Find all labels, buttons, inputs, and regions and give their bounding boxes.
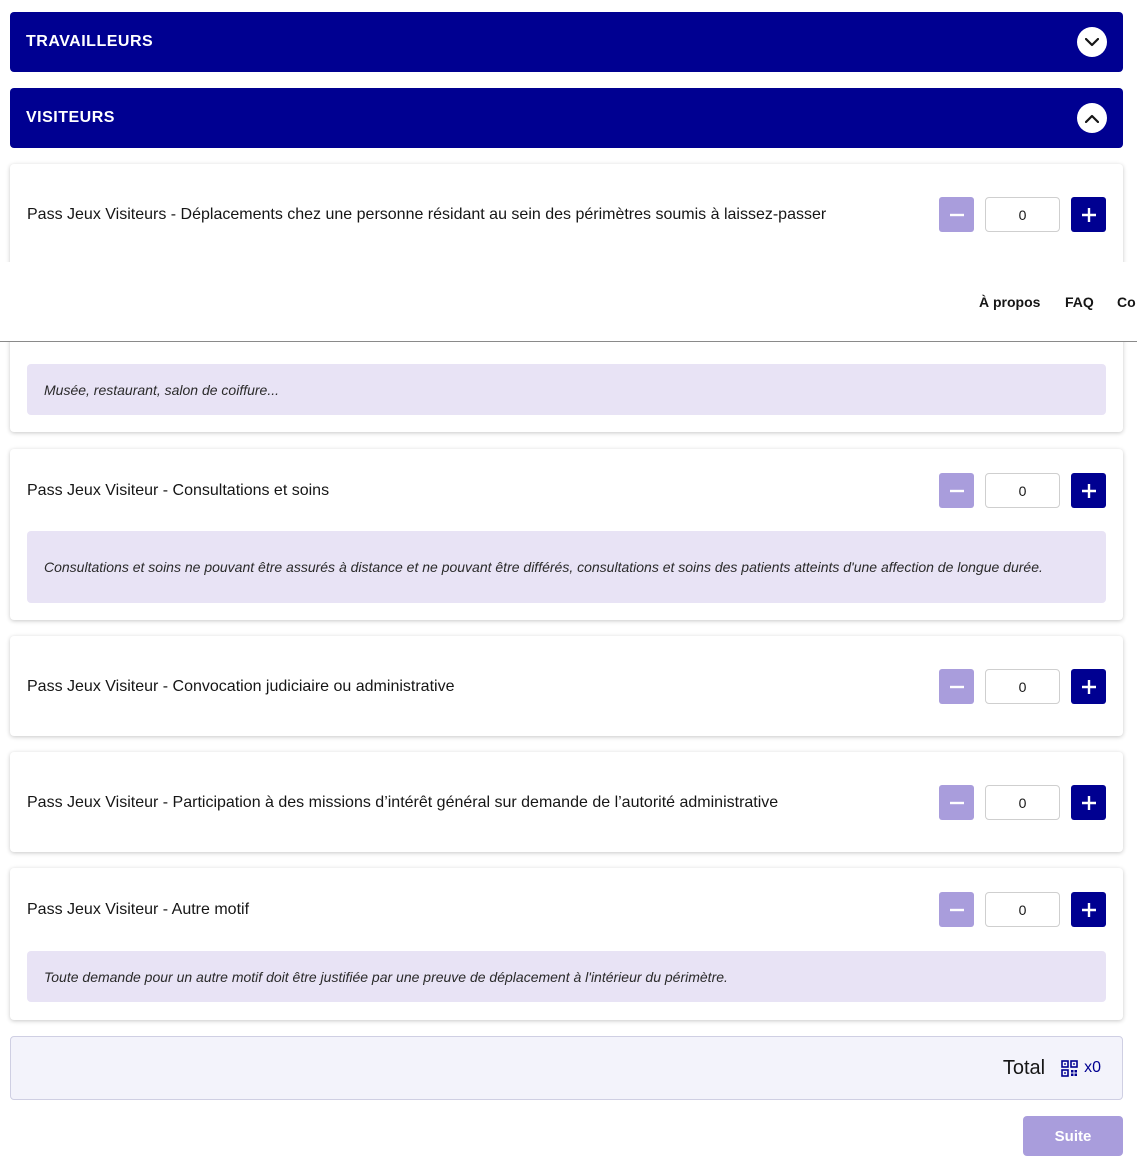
total-count: x0 <box>1084 1059 1101 1076</box>
increment-button[interactable] <box>1071 785 1106 820</box>
accordion-visitors-title: VISITEURS <box>26 109 115 126</box>
plus-icon <box>1080 794 1098 812</box>
minus-icon <box>948 482 966 500</box>
pass-description-text: Toute demande pour un autre motif doit être justifiée par une preuve de déplacement à l'intérieur du périmètre. <box>44 968 728 985</box>
increment-button[interactable] <box>1071 892 1106 927</box>
nav-link-faq[interactable]: FAQ <box>1065 294 1094 310</box>
minus-icon <box>948 206 966 224</box>
accordion-visitors[interactable] <box>10 88 1123 148</box>
pass-label: Pass Jeux Visiteur - Convocation judiciaire ou administrative <box>27 677 455 695</box>
pass-card <box>10 868 1123 1020</box>
nav-link-about[interactable]: À propos <box>979 294 1041 310</box>
pass-description-text: Consultations et soins ne pouvant être assurés à distance et ne pouvant être différés, consultations et soins des patients atteints d'une affection de longue durée. <box>44 559 1043 575</box>
quantity-stepper <box>939 197 1106 232</box>
quantity-stepper <box>939 473 1106 508</box>
pass-card <box>10 752 1123 852</box>
pass-label: Pass Jeux Visiteur - Autre motif <box>27 900 250 918</box>
plus-icon <box>1080 901 1098 919</box>
header-nav <box>0 262 1137 342</box>
nav-link-contact[interactable]: Co <box>1117 294 1136 310</box>
quantity-stepper <box>939 785 1106 820</box>
decrement-button[interactable] <box>939 473 974 508</box>
decrement-button[interactable] <box>939 197 974 232</box>
quantity-input[interactable] <box>985 892 1060 927</box>
pass-label: Pass Jeux Visiteurs - Déplacements chez une personne résidant au sein des périmètres soumis à laissez-passer <box>27 205 827 223</box>
plus-icon <box>1080 482 1098 500</box>
chevron-down-icon[interactable] <box>1077 27 1107 57</box>
submit-button[interactable]: Suite <box>1023 1116 1123 1156</box>
increment-button[interactable] <box>1071 197 1106 232</box>
decrement-button[interactable] <box>939 892 974 927</box>
quantity-input[interactable] <box>985 197 1060 232</box>
quantity-stepper <box>939 892 1106 927</box>
chevron-up-icon[interactable] <box>1077 103 1107 133</box>
pass-description <box>27 531 1106 603</box>
accordion-workers[interactable] <box>10 12 1123 72</box>
quantity-stepper <box>939 669 1106 704</box>
plus-icon <box>1080 206 1098 224</box>
pass-description-text: Musée, restaurant, salon de coiffure... <box>44 381 280 398</box>
quantity-input[interactable] <box>985 473 1060 508</box>
pass-description <box>27 364 1106 415</box>
minus-icon <box>948 901 966 919</box>
decrement-button[interactable] <box>939 669 974 704</box>
qr-code-icon <box>1061 1060 1078 1077</box>
pass-label: Pass Jeux Visiteur - Consultations et soins <box>27 481 330 499</box>
plus-icon <box>1080 678 1098 696</box>
pass-label: Pass Jeux Visiteur - Participation à des missions d’intérêt général sur demande de l’autorité administrative <box>27 793 779 811</box>
pass-card <box>10 449 1123 620</box>
quantity-input[interactable] <box>985 785 1060 820</box>
decrement-button[interactable] <box>939 785 974 820</box>
minus-icon <box>948 794 966 812</box>
pass-card <box>10 636 1123 736</box>
total-label: Total <box>1002 1056 1046 1079</box>
increment-button[interactable] <box>1071 669 1106 704</box>
pass-description <box>27 951 1106 1002</box>
accordion-workers-title: TRAVAILLEURS <box>26 33 154 50</box>
quantity-input[interactable] <box>985 669 1060 704</box>
increment-button[interactable] <box>1071 473 1106 508</box>
total-summary <box>10 1036 1123 1100</box>
minus-icon <box>948 678 966 696</box>
